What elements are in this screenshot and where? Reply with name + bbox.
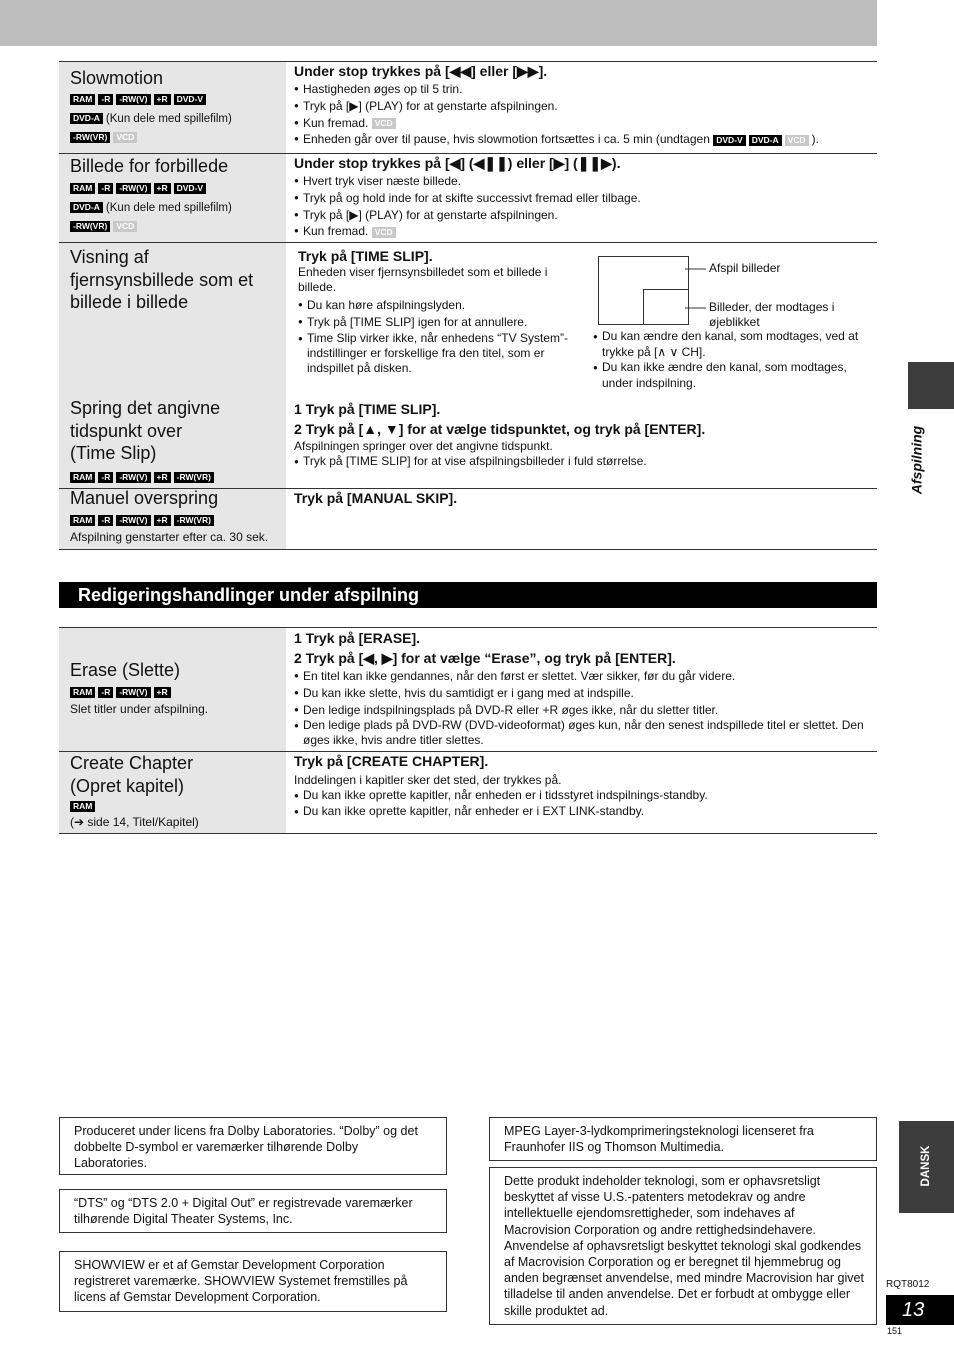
tag-dvda: DVD-A [749, 135, 782, 146]
instruction-heading: Tryk på [TIME SLIP]. [298, 248, 433, 264]
tag-plusr: +R [154, 472, 171, 483]
bullet: ● Den ledige plads på DVD-RW (DVD-videoformat) øges kun, når den senest indspillede titel er slettet. Den øges ikke, hvis andre titler slettes. [294, 718, 873, 748]
instruction-heading: Tryk på [MANUAL SKIP]. [294, 490, 458, 506]
playback-table [59, 61, 877, 549]
title-line: (Time Slip) [70, 443, 157, 463]
bullet: ● Du kan ikke oprette kapitler, når enheden er i tidsstyret indspilnings-standby. [294, 788, 873, 804]
title-line: tidspunkt over [70, 420, 183, 441]
title-line: (Opret kapitel) [70, 775, 185, 796]
bullet-text: Kun fremad. [303, 224, 369, 239]
page-number: 13 [886, 1295, 954, 1325]
bullet [294, 223, 873, 240]
tag-r: -R [98, 94, 113, 105]
bullet: ● Du kan ikke ændre den kanal, som modtages, under indspilning. [593, 360, 873, 391]
received-frame [644, 290, 689, 325]
bullet: ● Tryk på og hold inde for at skifte successivt fremad eller tilbage. [294, 190, 873, 207]
bullet: ● Tryk på [TIME SLIP] igen for at annullere. [298, 314, 578, 331]
title-line: billede i billede [70, 292, 189, 312]
disc-tags [70, 91, 232, 148]
row-title: Billede for forbillede [70, 156, 229, 176]
tag-ram: RAM [70, 515, 95, 526]
step-2: 2 Tryk på [◀, ▶] for at vælge “Erase”, og tryk på [ENTER]. [294, 650, 676, 666]
tag-plusr: +R [154, 94, 171, 105]
instruction-heading: Under stop trykkes på [◀◀] eller [▶▶]. [294, 63, 548, 79]
label-received-images: Billeder, der modtages i øjeblikket [709, 300, 835, 329]
page-reference: (➔ side 14, Titel/Kapitel) [70, 815, 199, 829]
row-create-chapter [59, 752, 877, 833]
row-title-pip [70, 246, 253, 314]
bullet: ● Tryk på [TIME SLIP] for at vise afspilningsbilleder i fuld størrelse. [294, 454, 874, 469]
row-frame-by-frame [59, 154, 877, 242]
language-tab [899, 1121, 954, 1213]
tag-dvda: DVD-A [70, 113, 103, 124]
bullet: ● Tryk på [▶] (PLAY) for at genstarte afspilningen. [294, 98, 873, 115]
tag-vcd: VCD [372, 227, 396, 238]
macrovision-notice: Dette produkt indeholder teknologi, som er ophavsretsligt beskyttet af visse U.S.-patenters metodekrav og andre intellektuelle ejendomsrettigheder, som indehaves af Macrovision Corporation og andre rettighedsindehavere. Anvendelse af ophavsretsligt beskyttet teknologi skal godkendes af Macrovision Corporation og er beregnet til hjemmebrug og anden begrænset anvendelse, med mindre Macrovision har givet tilladelse til anden anvendelse. Det er forbudt at ombygge eller skille produktet ad. [489, 1167, 877, 1325]
section-title: Redigeringshandlinger under afspilning [78, 585, 420, 605]
editing-table [59, 627, 877, 834]
disc-tags [70, 512, 217, 531]
bullet: ● Time Slip virker ikke, når enhedens “TV System”-indstillinger er forskellige fra den titel, som er indspillet på disken. [298, 331, 578, 376]
row-erase [59, 628, 877, 751]
bullet: ● Du kan ændre den kanal, som modtages, ved at trykke på [∧ ∨ CH]. [593, 329, 873, 360]
row-slowmotion [59, 62, 877, 153]
disc-tags [70, 469, 217, 488]
tag-vcd: VCD [785, 135, 809, 146]
title-line: Visning af [70, 247, 149, 267]
description: Inddelingen i kapitler sker det sted, der trykkes på. [294, 773, 562, 787]
disc-tags [70, 684, 174, 703]
row-title: Erase (Slette) [70, 660, 181, 680]
step-1: 1 Tryk på [ERASE]. [294, 630, 421, 646]
dts-notice: “DTS” og “DTS 2.0 + Digital Out” er registrevade varemærker tilhørende Digital Theater Systems, Inc. [59, 1189, 447, 1233]
row-label-cell [59, 628, 286, 751]
tag-plusr: +R [154, 687, 171, 698]
tag-vcd: VCD [372, 118, 396, 129]
tag-rwvr: -RW(VR) [70, 132, 110, 143]
tag-r: -R [98, 183, 113, 194]
sheet-number: 151 [887, 1326, 903, 1336]
row-manual-skip [59, 489, 877, 549]
tag-r: -R [98, 472, 113, 483]
tag-plusr: +R [154, 183, 171, 194]
title-line: fjernsynsbillede som et [70, 269, 254, 290]
disc-tags [70, 180, 232, 237]
dolby-notice: Produceret under licens fra Dolby Laboratories. “Dolby” og det dobbelte D-symbol er varemærker tilhørende Dolby Laboratories. [59, 1117, 447, 1175]
showview-notice: SHOWVIEW er et af Gemstar Development Corporation registreret varemærke. SHOWVIEW Systemet fremstilles på licens af Gemstar Development Corporation. [59, 1251, 447, 1312]
header-bar [0, 0, 877, 46]
language-label: DANSK [920, 1145, 932, 1187]
title-line: Spring det angivne [70, 398, 221, 418]
section-marker [908, 362, 954, 409]
title-line: Create Chapter [70, 753, 194, 773]
pip-diagram [598, 255, 868, 329]
mpeg-notice: MPEG Layer-3-lydkomprimeringsteknologi licenseret fra Fraunhofer IIS og Thomson Multimedia. [489, 1117, 877, 1161]
row-title: Slowmotion [70, 68, 164, 88]
intro-text: Enheden viser fjernsynsbilledet som et billede i billede. [298, 265, 548, 294]
bullet: ● Du kan høre afspilningslyden. [298, 297, 578, 314]
tag-rwv: -RW(V) [116, 687, 150, 698]
tag-dvdv: DVD-V [713, 135, 745, 146]
tag-dvda: DVD-A [70, 202, 103, 213]
row-note: Slet titler under afspilning. [70, 702, 209, 716]
bullet-text: Enheden går over til pause, hvis slowmotion fortsættes i ca. 5 min (undtagen [303, 132, 710, 147]
tag-r: -R [98, 687, 113, 698]
bullet: ● Du kan ikke slette, hvis du samtidigt er i gang med at indspille. [294, 685, 873, 702]
row-title: Manuel overspring [70, 488, 219, 508]
dvda-note: (Kun dele med spillefilm) [105, 202, 232, 214]
bullet: ● Den ledige indspilningsplads på DVD-R eller +R øges ikke, når du sletter titler. [294, 702, 873, 719]
pip-instructions [298, 248, 578, 376]
tag-r: -R [98, 515, 113, 526]
dvda-note: (Kun dele med spillefilm) [105, 113, 232, 125]
tag-vcd: VCD [113, 221, 137, 232]
tag-ram: RAM [70, 472, 95, 483]
bullet: ● Du kan ikke oprette kapitler, når enheder er i EXT LINK-standby. [294, 804, 873, 820]
timeslip-instructions [294, 399, 874, 469]
tag-rwvr: -RW(VR) [70, 221, 110, 232]
tag-dvdv: DVD-V [174, 183, 206, 194]
tag-rwv: -RW(V) [116, 94, 150, 105]
pip-right-notes [593, 329, 873, 391]
row-title-timeslip [70, 397, 220, 465]
step-2: 2 Tryk på [▲, ▼] for at vælge tidspunktet, og tryk på [ENTER]. [294, 421, 706, 437]
row-title [70, 752, 193, 797]
tag-ram: RAM [70, 687, 95, 698]
bullet: ● Hvert tryk viser næste billede. [294, 173, 873, 190]
tag-rwvr: -RW(VR) [174, 515, 214, 526]
row-label-cell [59, 752, 286, 833]
bullet-text: Kun fremad. [303, 115, 369, 130]
section-heading [59, 582, 877, 608]
tag-dvdv: DVD-V [174, 94, 206, 105]
bullet: ● Tryk på [▶] (PLAY) for at genstarte afspilningen. [294, 207, 873, 224]
bullet [294, 131, 873, 148]
bullet: ● En titel kan ikke gendannes, når den først er slettet. Vær sikker, før du går videre. [294, 668, 873, 685]
bullet: ● Hastigheden øges op til 5 trin. [294, 81, 873, 98]
row-time-slip [59, 243, 877, 488]
tag-ram: RAM [70, 183, 95, 194]
tag-plusr: +R [154, 515, 171, 526]
tag-rwv: -RW(V) [116, 183, 150, 194]
tag-ram: RAM [70, 801, 95, 812]
row-label-cell [59, 489, 286, 549]
step-1: 1 Tryk på [TIME SLIP]. [294, 401, 441, 417]
tag-ram: RAM [70, 94, 95, 105]
tag-rwv: -RW(V) [116, 472, 150, 483]
model-number: RQT8012 [886, 1279, 930, 1290]
label-playback-images: Afspil billeder [709, 261, 781, 275]
row-note: Afspilning genstarter efter ca. 30 sek. [70, 530, 269, 544]
tag-vcd: VCD [113, 132, 137, 143]
description: Afspilningen springer over det angivne tidspunkt. [294, 439, 553, 453]
instruction-heading: Under stop trykkes på [◀] (◀❚❚) eller [▶] (❚❚▶). [294, 155, 621, 171]
tag-rwvr: -RW(VR) [174, 472, 214, 483]
bullet-text-end: ). [811, 132, 819, 147]
tag-rwv: -RW(V) [116, 515, 150, 526]
row-label-cell [59, 243, 286, 488]
section-side-label: Afspilning [908, 425, 925, 495]
bullet [294, 115, 873, 132]
row-label-cell [59, 154, 286, 242]
row-label-cell [59, 62, 286, 153]
instruction-heading: Tryk på [CREATE CHAPTER]. [294, 753, 489, 769]
